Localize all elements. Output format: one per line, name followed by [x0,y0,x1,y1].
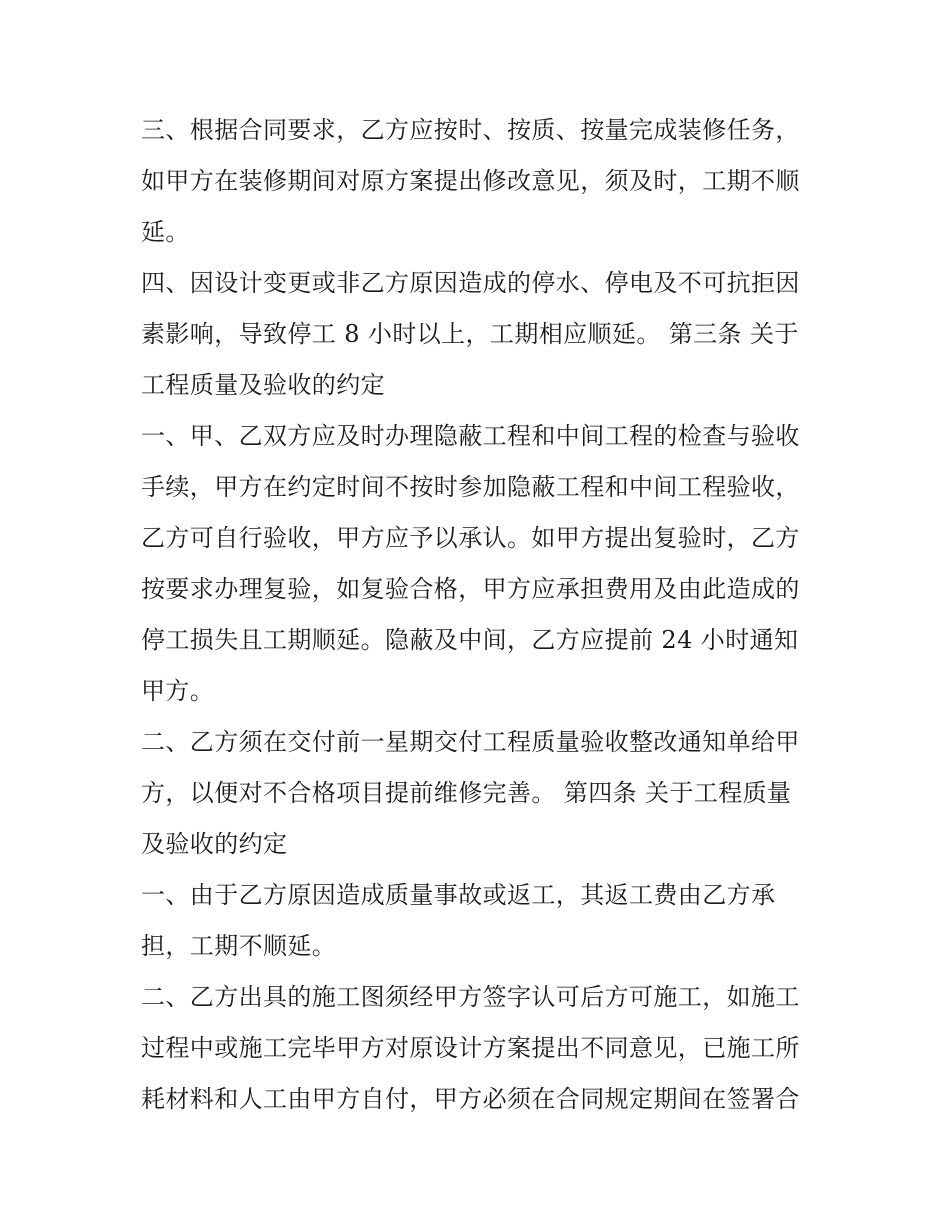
text-line: 手续，甲方在约定时间不按时参加隐蔽工程和中间工程验收， [141,473,800,501]
text-line: 方，以便对不合格项目提前维修完善。 第四条 关于工程质量 [141,779,792,807]
text-line: 一、由于乙方原因造成质量事故或返工，其返工费由乙方承 [141,881,776,909]
text-line: 耗材料和人工由甲方自付，甲方必须在合同规定期间在签署合 [141,1085,800,1113]
text-line: 工程质量及验收的约定 [141,371,385,399]
text-line: 素影响，导致停工 8 小时以上，工期相应顺延。 第三条 关于 [141,320,799,348]
text-line: 担，工期不顺延。 [141,932,337,960]
text-line: 延。 [141,218,190,246]
text-line: 乙方可自行验收，甲方应予以承认。如甲方提出复验时，乙方 [141,524,800,552]
text-line: 四、因设计变更或非乙方原因造成的停水、停电及不可抗拒因 [141,269,800,297]
text-line: 二、乙方须在交付前一星期交付工程质量验收整改通知单给甲 [141,728,800,756]
text-line: 如甲方在装修期间对原方案提出修改意见，须及时，工期不顺 [141,167,800,195]
text-line: 及验收的约定 [141,830,288,858]
text-line: 二、乙方出具的施工图须经甲方签字认可后方可施工，如施工 [141,983,800,1011]
text-line: 三、根据合同要求，乙方应按时、按质、按量完成装修任务， [141,116,800,144]
text-line: 停工损失且工期顺延。隐蔽及中间，乙方应提前 24 小时通知 [141,626,799,654]
text-line: 一、甲、乙双方应及时办理隐蔽工程和中间工程的检查与验收 [141,422,800,450]
text-line: 按要求办理复验，如复验合格，甲方应承担费用及由此造成的 [141,575,800,603]
document-body [141,105,821,1125]
text-line: 甲方。 [141,677,215,705]
text-line: 过程中或施工完毕甲方对原设计方案提出不同意见，已施工所 [141,1034,800,1062]
